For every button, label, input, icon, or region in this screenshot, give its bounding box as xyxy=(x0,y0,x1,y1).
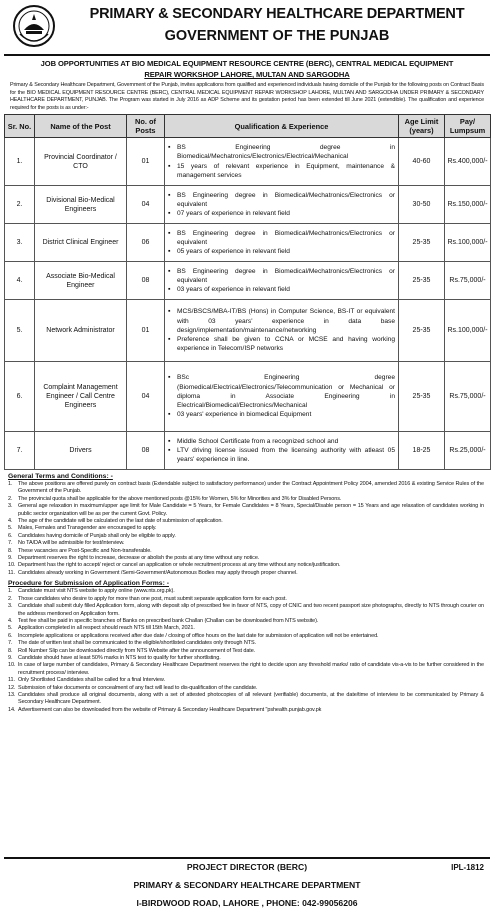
list-item xyxy=(8,707,484,714)
list-item-text: Submission of fake documents or concealment of any fact will lead to dis-qualification of the candidate. xyxy=(18,684,258,691)
list-item xyxy=(8,548,484,555)
list-item-text: Test fee shall be paid in specific branches of Banks on prescribed bank Challan (Challan can be downloaded from NTS website). xyxy=(18,617,319,624)
cell-sr: 3. xyxy=(5,224,35,262)
cell-pay: Rs.400,000/- xyxy=(445,138,491,186)
posts-table xyxy=(4,114,491,470)
list-item-text: In case of large number of candidates, Primary & Secondary Healthcare Department reserves the right to decide upon any threshold marks/ ratio of candidate vis-a-vis to be further considered in the recruitment process/ interview. xyxy=(18,662,484,676)
table-row xyxy=(5,224,491,262)
list-item-text: Roll Number Slip can be downloaded directly from NTS Website after the announcement of Test date. xyxy=(18,647,256,654)
list-item-number: 4. xyxy=(8,518,13,525)
terms-title: General Terms and Conditions: - xyxy=(8,473,113,480)
list-item-number: 11. xyxy=(8,677,15,684)
list-item xyxy=(8,562,484,569)
list-item-text: General age relaxation in maximum/upper age limit for Male Candidate = 5 Years, for Female Candidates = 8 Years, Special/Disable person = 15 Years and age relaxation of candidates working in public sector organization will be as per the current Govt. Policy. xyxy=(18,503,484,517)
list-item xyxy=(8,655,484,662)
cell-posts: 04 xyxy=(127,186,165,224)
cell-sr: 1. xyxy=(5,138,35,186)
list-item-number: 5. xyxy=(8,525,13,532)
list-item-number: 5. xyxy=(8,625,13,632)
cell-post-name: Associate Bio-Medical Engineer xyxy=(35,262,127,300)
list-item-text: Department reserves the right to increase, decrease or abolish the posts at any time without any notice. xyxy=(18,555,260,562)
table-row xyxy=(5,432,491,470)
cell-sr: 6. xyxy=(5,362,35,432)
qualification-item: ▪ 07 years of experience in relevant field xyxy=(168,209,395,218)
list-item xyxy=(8,555,484,562)
list-item-number: 14. xyxy=(8,706,16,713)
list-item-number: 10. xyxy=(8,562,16,569)
list-item xyxy=(8,481,484,496)
list-item-text: Candidate shall submit duly filled Application form, along with deposit slip of prescribed fee in favor of NTS, copy of CNIC and two recent passport size photographs, directly to NTS through courier on the address mentioned on Application form. xyxy=(18,603,484,617)
job-title-line-2: REPAIR WORKSHOP LAHORE, MULTAN AND SARGODHA xyxy=(144,70,350,79)
list-item-text: Candidate must visit NTS website to apply online (www.nts.org.pk). xyxy=(18,588,175,595)
job-title xyxy=(4,56,490,80)
cell-post-name: District Clinical Engineer xyxy=(35,224,127,262)
list-item-number: 7. xyxy=(8,540,13,547)
cell-posts: 04 xyxy=(127,362,165,432)
qualification-item: ▪ Middle School Certificate from a recognized school and xyxy=(168,437,395,446)
cell-posts: 08 xyxy=(127,262,165,300)
department-name: PRIMARY & SECONDARY HEALTHCARE DEPARTMENT xyxy=(89,6,465,22)
list-item-text: Males, Females and Transgender are encouraged to apply. xyxy=(18,525,157,532)
header-sr-no: Sr. No. xyxy=(5,115,35,138)
terms-list xyxy=(4,481,490,577)
cell-pay: Rs.100,000/- xyxy=(445,224,491,262)
header-no-of-posts: No. of Posts xyxy=(127,115,165,138)
cell-sr: 7. xyxy=(5,432,35,470)
cell-post-name: Complaint Management Engineer / Call Centre Engineers xyxy=(35,362,127,432)
list-item-text: No TA/DA will be admissible for test/interview. xyxy=(18,540,125,547)
header-age-limit: Age Limit (years) xyxy=(399,115,445,138)
cell-posts: 01 xyxy=(127,300,165,362)
header-qualification: Qualification & Experience xyxy=(165,115,399,138)
list-item-number: 9. xyxy=(8,654,13,661)
header xyxy=(4,2,490,54)
list-item xyxy=(8,518,484,525)
list-item-text: The date of written test shall be communicated to the eligible/shortlisted candidates only through NTS. xyxy=(18,640,256,647)
qualification-item: ▪ Preference shall be given to CCNA or MCSE and having working experience in Telecom/ISP networks xyxy=(168,335,395,353)
cell-qualification xyxy=(165,362,399,432)
list-item xyxy=(8,618,484,625)
list-item-number: 4. xyxy=(8,617,13,624)
procedure-list xyxy=(4,588,490,714)
list-item xyxy=(8,588,484,595)
cell-post-name: Provincial Coordinator / CTO xyxy=(35,138,127,186)
list-item xyxy=(8,685,484,692)
punjab-government-logo-icon xyxy=(12,4,56,48)
list-item-text: Advertisement can also be downloaded from the website of Primary & Secondary Healthcare Department "pshealth.punjab.gov.pk xyxy=(18,706,322,713)
list-item-text: The age of the candidate will be calculated on the last date of submission of application. xyxy=(18,518,223,525)
qualification-item: ▪ 03 years' experience in biomedical Equipment xyxy=(168,410,395,419)
header-post-name: Name of the Post xyxy=(35,115,127,138)
list-item-number: 12. xyxy=(8,684,16,691)
cell-qualification xyxy=(165,186,399,224)
cell-post-name: Drivers xyxy=(35,432,127,470)
cell-sr: 5. xyxy=(5,300,35,362)
cell-age: 40-60 xyxy=(399,138,445,186)
qualification-item: ▪ BS Engineering degree in Biomedical/Mechatronics/Electronics/Electrical/Mechanical xyxy=(168,143,395,161)
list-item-text: Incomplete applications or applications received after due date / closing of office hours on the last date for submission of application will not be entertained. xyxy=(18,632,379,639)
qualification-item: ▪ MCS/BSCS/MBA-IT/BS (Hons) in Computer Science, BS-IT or equivalent with 03 years' experience in data base design/implementation/maintenance/networking xyxy=(168,307,395,335)
job-title-line-1: JOB OPPORTUNITIES AT BIO MEDICAL EQUIPMENT RESOURCE CENTRE (BERC), CENTRAL MEDICAL EQUIPMENT xyxy=(40,59,454,68)
table-row xyxy=(5,300,491,362)
cell-age: 18-25 xyxy=(399,432,445,470)
cell-pay: Rs.150,000/- xyxy=(445,186,491,224)
header-pay: Pay/ Lumpsum xyxy=(445,115,491,138)
list-item-number: 11. xyxy=(8,569,15,576)
footer-address: I-BIRDWOOD ROAD, LAHORE , PHONE: 042-99056206 xyxy=(136,898,358,908)
ipl-code: IPL-1812 xyxy=(451,863,484,872)
cell-qualification xyxy=(165,300,399,362)
qualification-item: ▪ BS Engineering degree in Biomedical/Mechatronics/Electronics or equivalent xyxy=(168,267,395,285)
cell-posts: 08 xyxy=(127,432,165,470)
cell-posts: 06 xyxy=(127,224,165,262)
list-item-text: Candidates already working in Government /Semi-Government/Autonomous Bodies may apply through proper channel. xyxy=(18,569,298,576)
list-item xyxy=(8,692,484,707)
cell-sr: 4. xyxy=(5,262,35,300)
list-item-number: 6. xyxy=(8,532,13,539)
cell-age: 25-35 xyxy=(399,224,445,262)
list-item-number: 3. xyxy=(8,503,13,510)
list-item xyxy=(8,633,484,640)
list-item-number: 8. xyxy=(8,647,13,654)
list-item-number: 10. xyxy=(8,662,16,669)
qualification-item: ▪ 15 years of relevant experience in Equipment, maintenance & management services xyxy=(168,162,395,180)
table-row xyxy=(5,262,491,300)
list-item-text: Candidate should have at least 50% marks in NTS test to qualify for further shortlisting. xyxy=(18,654,221,661)
qualification-item: ▪ BS Engineering degree in Biomedical/Mechatronics/Electronics or equivalent xyxy=(168,191,395,209)
qualification-item: ▪ BSc Engineering degree (Biomedical/Electrical/Electronics/Telecommunication or Mechanical or diploma in Associate Engineering in Electrical/Biomedical/Electronics/Mechanical xyxy=(168,373,395,410)
list-item-number: 6. xyxy=(8,632,13,639)
procedure-title: Procedure for Submission of Application Forms: - xyxy=(8,580,169,588)
cell-age: 25-35 xyxy=(399,262,445,300)
list-item-text: Department has the right to accept/ reject or cancel an application or whole recruitment process at any time without any notice/justification. xyxy=(18,562,341,569)
list-item-number: 7. xyxy=(8,640,13,647)
qualification-item: ▪ 03 years of experience in relevant field xyxy=(168,285,395,294)
cell-qualification xyxy=(165,432,399,470)
list-item xyxy=(8,533,484,540)
list-item-text: The above positions are offered purely on contract basis (Extendable subject to satisfactory performance) under the Contract Appointment Policy 2004, amended 2016 & existing Service Rules of the Government of the Punjab. xyxy=(18,481,484,495)
cell-qualification xyxy=(165,138,399,186)
footer-department: PRIMARY & SECONDARY HEALTHCARE DEPARTMENT xyxy=(133,880,361,890)
list-item xyxy=(8,603,484,618)
list-item-text: These vacancies are Post-Specific and Non-transferable. xyxy=(18,547,152,554)
intro-paragraph: Primary & Secondary Healthcare Department, Government of the Punjab, invites applications from qualified and experienced individuals having domicile of the Punjab for the following posts on Contract Basis for the BIO MEDICAL EQUIPMENT RESOURCE CENTRE (BERC), CENTRAL MEDICAL EQUIPMENT REPAIR WORKSHOP LAHORE, MULTAN AND SARGODHA UNDER PRIMARY & SECONDARY HEALTHCARE DEPARTMENT, PUNJAB. The Program was started in July 2016 as ADP Scheme and its gestation period has been extended till June 2021 (extendible). The qualification and experience required for the posts is as under:- xyxy=(10,82,484,111)
table-header-row xyxy=(5,115,491,138)
footer xyxy=(4,857,490,915)
table-row xyxy=(5,362,491,432)
cell-pay: Rs.25,000/- xyxy=(445,432,491,470)
list-item-text: Application completed in all respect should reach NTS till 15th March, 2021. xyxy=(18,625,195,632)
list-item xyxy=(8,570,484,577)
list-item xyxy=(8,640,484,647)
list-item xyxy=(8,596,484,603)
qualification-item: ▪ 05 years of experience in relevant field xyxy=(168,247,395,256)
cell-pay: Rs.75,000/- xyxy=(445,262,491,300)
cell-post-name: Network Administrator xyxy=(35,300,127,362)
cell-qualification xyxy=(165,224,399,262)
table-row xyxy=(5,138,491,186)
list-item-text: Candidates shall produce all original documents, along with a set of attested photocopies of all relevant (verifiable) documents, at the date/time of interview to be communicated by Primary & Secondary Healthcare Department. xyxy=(18,691,484,706)
list-item-number: 1. xyxy=(8,588,13,595)
cell-age: 25-35 xyxy=(399,300,445,362)
government-name: GOVERNMENT OF THE PUNJAB xyxy=(164,28,390,44)
list-item-number: 2. xyxy=(8,495,13,502)
cell-sr: 2. xyxy=(5,186,35,224)
qualification-item: ▪ LTV driving license issued from the licensing authority with atleast 05 years' experience in line. xyxy=(168,446,395,464)
list-item xyxy=(8,625,484,632)
list-item-number: 2. xyxy=(8,595,13,602)
list-item xyxy=(8,677,484,684)
list-item xyxy=(8,525,484,532)
footer-project-director: PROJECT DIRECTOR (BERC) xyxy=(186,862,308,872)
list-item-number: 1. xyxy=(8,481,13,487)
list-item-number: 9. xyxy=(8,555,13,562)
cell-post-name: Divisional Bio-Medical Engineers xyxy=(35,186,127,224)
list-item xyxy=(8,503,484,518)
cell-pay: Rs.75,000/- xyxy=(445,362,491,432)
cell-qualification xyxy=(165,262,399,300)
cell-age: 30-50 xyxy=(399,186,445,224)
list-item-text: Candidates having domicile of Punjab shall only be eligible to apply. xyxy=(18,532,176,539)
list-item xyxy=(8,662,484,677)
cell-age: 25-35 xyxy=(399,362,445,432)
list-item-text: The provincial quota shall be applicable for the above mentioned posts @15% for Women, 5% for Minorities and 3% for Disabled Persons. xyxy=(18,495,342,502)
list-item-text: Only Shortlisted Candidates shall be called for a final Interview. xyxy=(18,677,165,684)
list-item-number: 3. xyxy=(8,603,13,610)
table-row xyxy=(5,186,491,224)
list-item xyxy=(8,540,484,547)
list-item-number: 13. xyxy=(8,691,16,698)
cell-posts: 01 xyxy=(127,138,165,186)
qualification-item: ▪ BS Engineering degree in Biomedical/Mechatronics/Electronics or equivalent xyxy=(168,229,395,247)
list-item-text: Those candidates who desire to apply for more than one post, must submit separate application form for each post. xyxy=(18,595,287,602)
cell-pay: Rs.100,000/- xyxy=(445,300,491,362)
list-item xyxy=(8,496,484,503)
list-item xyxy=(8,648,484,655)
list-item-number: 8. xyxy=(8,547,13,554)
